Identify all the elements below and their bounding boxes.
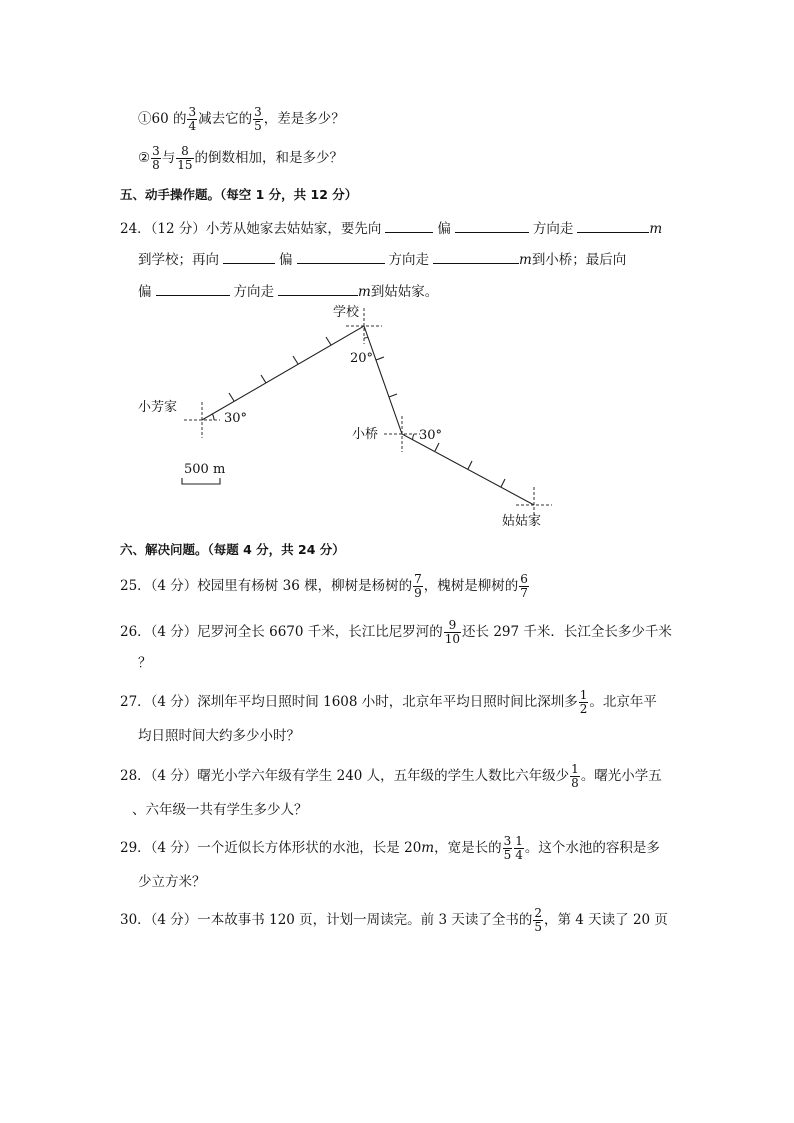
q23-item-1: ①60 的 $\frac{3}{4}$ 减去它的 $\frac{3}{5}$ ，差是多少？ <box>138 105 345 133</box>
answer-blank[interactable] <box>385 218 433 233</box>
q24-line-1: 24．（12 分）小芳从她家去姑姑家，要先向 偏 方向走 m <box>120 218 662 238</box>
scale-label: 500 m <box>184 462 226 477</box>
label-bridge: 小桥 <box>352 427 379 442</box>
fraction: $\frac{3}{8}$ <box>152 144 160 172</box>
label-school: 学校 <box>333 305 360 320</box>
tick <box>468 461 472 469</box>
q23-item-2: ② $\frac{3}{8}$ 与 $\frac{8}{15}$ 的倒数相加，和是多少？ <box>138 144 344 172</box>
fraction: $\frac{8}{15}$ <box>177 144 193 172</box>
q28-line-2: 、六年级一共有学生多少人？ <box>132 802 308 818</box>
q30: 30．（4 分）一本故事书 120 页，计划一周读完。前 3 天读了全书的 $\frac{2}{5}$ ，第 4 天读了 20 页 <box>120 906 668 934</box>
answer-blank[interactable] <box>297 249 385 264</box>
tick <box>229 393 234 401</box>
fraction: $\frac{1}{4}$ <box>515 834 523 862</box>
answer-blank[interactable] <box>223 249 275 264</box>
q27-line-2: 均日照时间大约多少小时？ <box>138 728 300 744</box>
q29-line-2: 少立方米？ <box>138 874 206 890</box>
label-home: 小芳家 <box>138 400 178 415</box>
q28-line-1: 28．（4 分）曙光小学六年级有学生 240 人，五年级的学生人数比六年级少 $\frac{1}{8}$ 。曙光小学五 <box>120 762 662 790</box>
label-aunt: 姑姑家 <box>502 514 542 529</box>
fraction: $\frac{9}{10}$ <box>444 618 461 646</box>
answer-blank[interactable] <box>577 218 649 233</box>
tick <box>293 356 298 364</box>
tick <box>389 394 397 397</box>
fraction: $\frac{1}{2}$ <box>579 688 588 716</box>
angle-school: 20° <box>350 351 374 366</box>
angle-home: 30° <box>224 411 248 426</box>
tick <box>326 337 331 345</box>
tick <box>376 357 384 360</box>
fraction: $\frac{3}{5}$ <box>503 834 512 862</box>
q24-line-3: 偏 方向走 m到姑姑家。 <box>138 281 438 301</box>
fraction: $\frac{1}{8}$ <box>571 762 579 790</box>
q26-line-1: 26．（4 分）尼罗河全长 6670 千米，长江比尼罗河的 $\frac{9}{10}$ 还长 297 千米．长江全长多少千米 <box>120 618 672 646</box>
answer-blank[interactable] <box>156 281 230 296</box>
tick <box>435 443 439 451</box>
route-map <box>0 296 794 536</box>
answer-blank[interactable] <box>278 281 358 296</box>
section-6-title: 六、解决问题。（每题 4 分，共 24 分） <box>120 542 345 557</box>
fraction: $\frac{6}{7}$ <box>520 572 528 600</box>
q26-line-2: ？ <box>138 655 152 671</box>
tick <box>501 479 505 487</box>
section-5-title: 五、动手操作题。（每空 1 分，共 12 分） <box>120 187 358 202</box>
angle-bridge: 30° <box>419 428 443 443</box>
q25: 25．（4 分）校园里有杨树 36 棵，柳树是杨树的 $\frac{7}{9}$ ，槐树是柳树的 $\frac{6}{7}$ <box>120 572 528 600</box>
fraction: $\frac{7}{9}$ <box>414 572 422 600</box>
q27-line-1: 27．（4 分）深圳年平均日照时间 1608 小时，北京年平均日照时间比深圳多 $\frac{1}{2}$ 。北京年平 <box>120 688 657 716</box>
fraction: $\frac{2}{5}$ <box>534 906 542 934</box>
answer-blank[interactable] <box>455 218 529 233</box>
fraction: $\frac{3}{5}$ <box>254 105 262 133</box>
q29-line-1: 29．（4 分）一个近似长方体形状的水池，长是 20m，宽是长的 $\frac{3}{5}$ $\frac{1}{4}$ 。这个水池的容积是多 <box>120 834 660 862</box>
answer-blank[interactable] <box>433 249 519 264</box>
q24-line-2: 到学校；再向 偏 方向走 m到小桥；最后向 <box>138 249 626 269</box>
scale-bar <box>182 478 220 484</box>
fraction: $\frac{3}{4}$ <box>188 105 197 133</box>
tick <box>261 375 266 383</box>
